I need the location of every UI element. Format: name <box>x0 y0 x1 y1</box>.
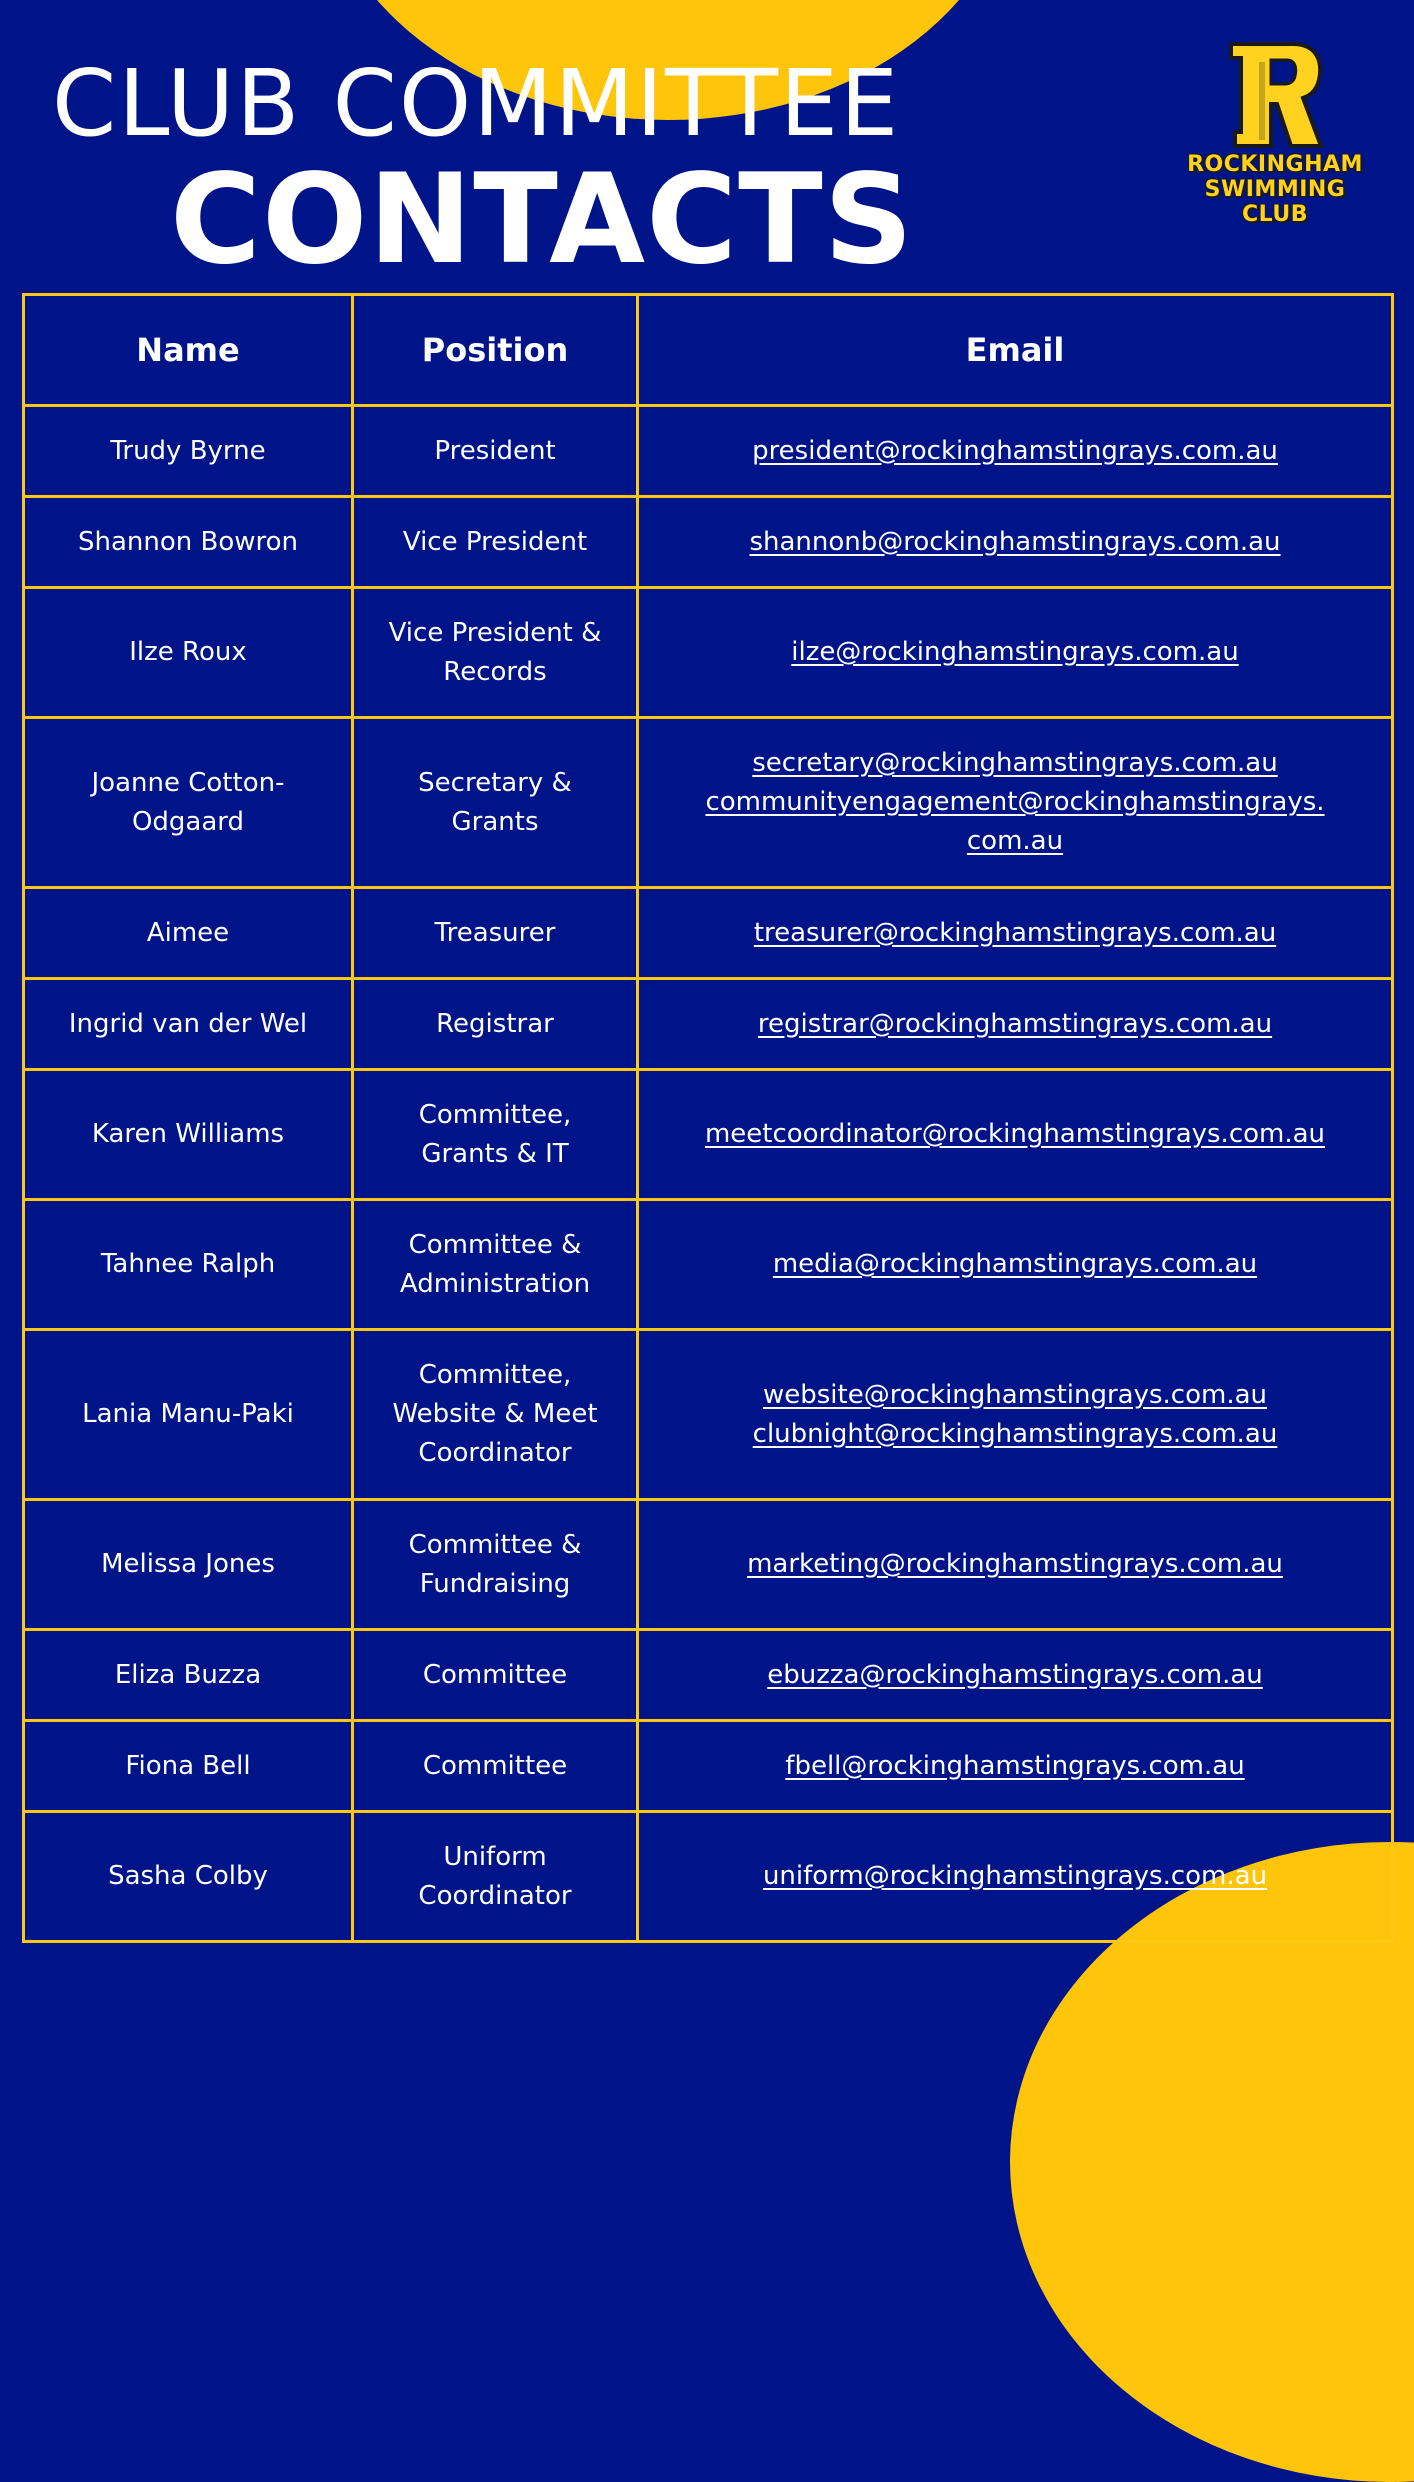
member-name: Karen Williams <box>91 1119 285 1149</box>
member-email-cell <box>638 888 1393 979</box>
table-row <box>24 1500 1393 1630</box>
member-name: Shannon Bowron <box>77 526 299 557</box>
member-position-cell <box>353 1500 638 1630</box>
member-name-cell <box>24 888 353 979</box>
column-header-name: Name <box>24 295 353 406</box>
member-position: Website & Meet <box>392 1399 598 1429</box>
table-row <box>24 979 1393 1070</box>
email-link[interactable]: uniform@rockinghamstingrays.com.au <box>762 1861 1268 1891</box>
member-position: Coordinator <box>418 1880 572 1911</box>
contacts-table <box>22 293 1394 1943</box>
member-position-cell <box>353 888 638 979</box>
member-email-cell <box>638 497 1393 588</box>
member-name-cell <box>24 718 353 888</box>
member-name: Fiona Bell <box>125 1750 251 1781</box>
member-position: President <box>434 435 556 466</box>
table-row <box>24 1330 1393 1500</box>
member-position: Vice President & <box>388 617 602 648</box>
email-link[interactable]: secretary@rockinghamstingrays.com.au <box>752 748 1278 778</box>
member-position-cell <box>353 718 638 888</box>
member-name: Trudy Byrne <box>110 435 266 466</box>
email-link[interactable]: fbell@rockinghamstingrays.com.au <box>785 1750 1245 1781</box>
page-title-line2: CONTACTS <box>170 148 915 292</box>
table-header-row <box>24 295 1393 406</box>
email-link[interactable]: clubnight@rockinghamstingrays.com.au <box>752 1418 1278 1449</box>
member-name-cell <box>24 1330 353 1500</box>
table-row <box>24 588 1393 718</box>
email-link[interactable]: marketing@rockinghamstingrays.com.au <box>747 1549 1283 1579</box>
member-position: Grants <box>451 806 539 837</box>
member-name: Lania Manu-Paki <box>82 1399 294 1429</box>
member-position: Uniform <box>443 1841 547 1872</box>
member-name: Sasha Colby <box>108 1861 268 1891</box>
member-position-cell <box>353 1721 638 1812</box>
member-position-cell <box>353 406 638 497</box>
member-name-cell <box>24 1812 353 1942</box>
member-name-cell <box>24 979 353 1070</box>
member-position: Administration <box>399 1268 591 1299</box>
member-email-cell <box>638 718 1393 888</box>
member-email-cell <box>638 1721 1393 1812</box>
member-name: Tahnee Ralph <box>100 1249 276 1279</box>
member-name-cell <box>24 1070 353 1200</box>
email-link[interactable]: treasurer@rockinghamstingrays.com.au <box>753 917 1277 948</box>
email-link[interactable]: shannonb@rockinghamstingrays.com.au <box>749 526 1281 557</box>
email-link[interactable]: meetcoordinator@rockinghamstingrays.com.au <box>704 1119 1326 1149</box>
member-position: Coordinator <box>418 1438 572 1468</box>
member-position: Records <box>443 656 547 687</box>
table-row <box>24 1721 1393 1812</box>
member-position-cell <box>353 497 638 588</box>
member-email-cell <box>638 1200 1393 1330</box>
member-position: Committee, <box>418 1099 572 1130</box>
email-link[interactable]: website@rockinghamstingrays.com.au <box>762 1379 1268 1410</box>
member-name: Ingrid van der Wel <box>68 1008 308 1039</box>
member-email-cell <box>638 1070 1393 1200</box>
member-email-cell <box>638 1630 1393 1721</box>
email-link[interactable]: president@rockinghamstingrays.com.au <box>752 435 1278 466</box>
member-name-cell <box>24 497 353 588</box>
member-name: Eliza Buzza <box>114 1659 262 1690</box>
logo-text-line1: ROCKINGHAM <box>1187 152 1363 177</box>
email-link[interactable]: com.au <box>966 826 1064 856</box>
member-email-cell <box>638 1812 1393 1942</box>
email-link[interactable]: registrar@rockinghamstingrays.com.au <box>757 1008 1273 1039</box>
table-row <box>24 888 1393 979</box>
email-link[interactable]: media@rockinghamstingrays.com.au <box>772 1249 1258 1279</box>
member-position: Vice President <box>402 526 588 557</box>
member-name-cell <box>24 1630 353 1721</box>
member-position-cell <box>353 1070 638 1200</box>
member-position-cell <box>353 1330 638 1500</box>
member-position: Fundraising <box>419 1568 571 1599</box>
member-email-cell <box>638 979 1393 1070</box>
member-position-cell <box>353 588 638 718</box>
member-position-cell <box>353 1630 638 1721</box>
member-position: Treasurer <box>434 917 556 948</box>
table-row <box>24 1812 1393 1942</box>
member-position-cell <box>353 979 638 1070</box>
table-row <box>24 406 1393 497</box>
table-row <box>24 1630 1393 1721</box>
page-title-line1: CLUB COMMITTEE <box>52 50 901 157</box>
member-name: Melissa Jones <box>101 1549 275 1579</box>
member-name-cell <box>24 406 353 497</box>
member-position: Registrar <box>436 1008 554 1039</box>
member-name: Ilze Roux <box>129 637 247 667</box>
member-email-cell <box>638 406 1393 497</box>
column-header-email: Email <box>638 295 1393 406</box>
table-row <box>24 1070 1393 1200</box>
email-link[interactable]: communityengagement@rockinghamstingrays. <box>705 787 1325 817</box>
member-position: Committee & <box>408 1229 582 1260</box>
member-position: Committee, <box>418 1360 572 1390</box>
logo-text-line2: SWIMMING CLUB <box>1204 177 1346 227</box>
member-name-cell <box>24 1721 353 1812</box>
member-name-cell <box>24 588 353 718</box>
column-header-position: Position <box>353 295 638 406</box>
member-email-cell <box>638 588 1393 718</box>
member-position-cell <box>353 1812 638 1942</box>
member-position: Grants & IT <box>421 1138 569 1169</box>
member-position: Committee <box>422 1659 568 1690</box>
member-email-cell <box>638 1330 1393 1500</box>
member-position-cell <box>353 1200 638 1330</box>
email-link[interactable]: ilze@rockinghamstingrays.com.au <box>791 637 1239 667</box>
member-position: Committee & <box>408 1529 582 1560</box>
member-name-cell <box>24 1500 353 1630</box>
member-name-cell <box>24 1200 353 1330</box>
r-letter-icon <box>1225 40 1325 152</box>
email-link[interactable]: ebuzza@rockinghamstingrays.com.au <box>767 1659 1263 1690</box>
member-email-cell <box>638 1500 1393 1630</box>
member-name: Joanne Cotton- <box>91 767 285 798</box>
member-name: Odgaard <box>131 806 245 837</box>
member-position: Secretary & <box>418 767 572 798</box>
table-row <box>24 718 1393 888</box>
member-position: Committee <box>422 1750 568 1781</box>
table-row <box>24 497 1393 588</box>
club-logo <box>1170 40 1380 227</box>
table-row <box>24 1200 1393 1330</box>
member-name: Aimee <box>146 917 230 948</box>
